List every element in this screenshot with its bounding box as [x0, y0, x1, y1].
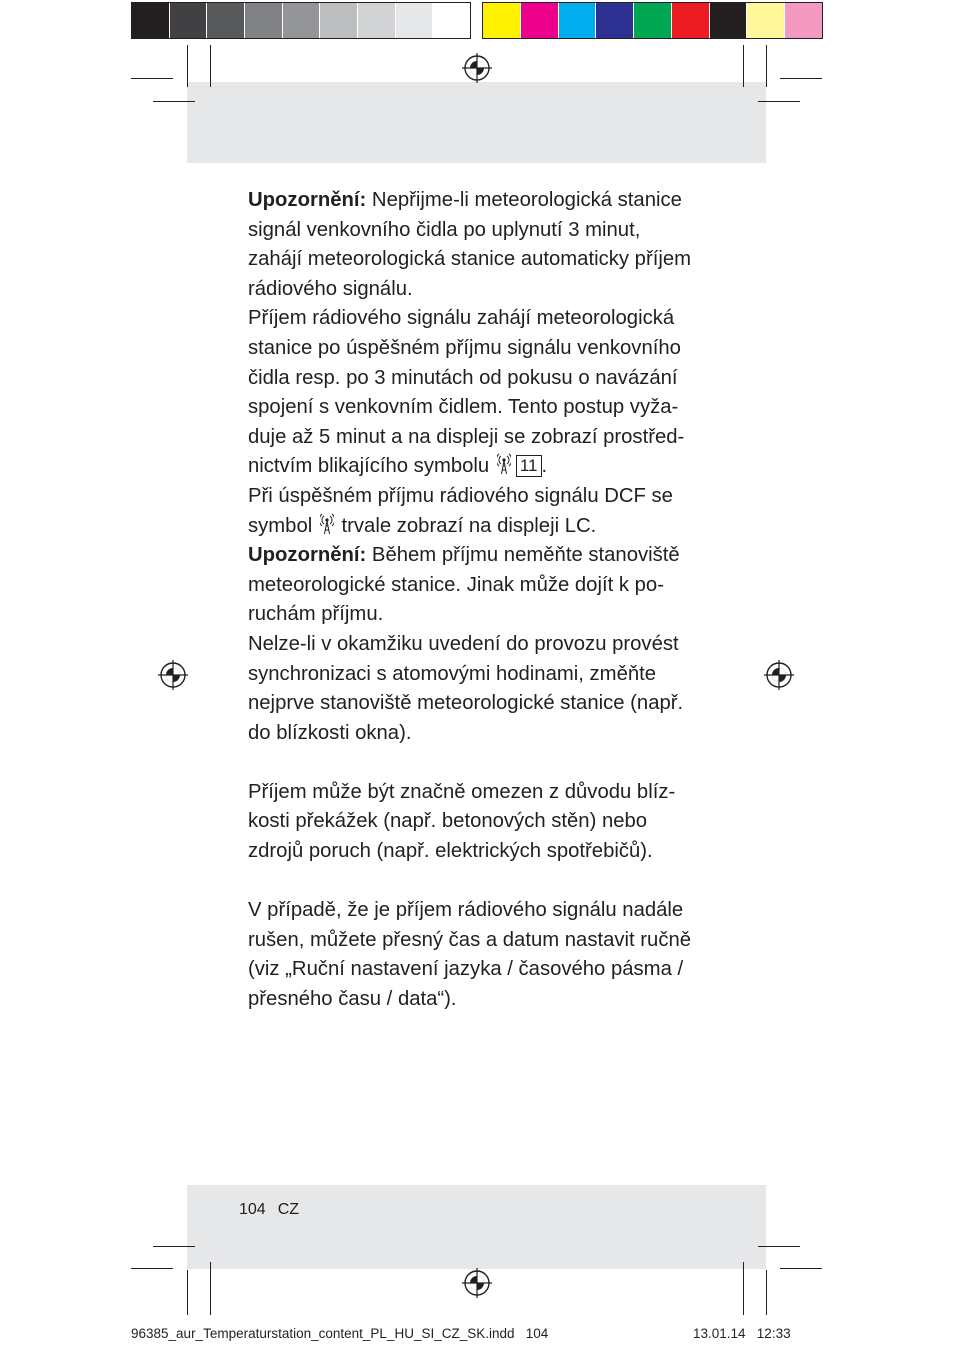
crop-mark — [743, 45, 744, 87]
text-span: trvale zobrazí na displeji LC. — [341, 514, 597, 537]
text-line: meteorologické stanice. Jinak může dojít k po- — [248, 573, 664, 596]
text-span: . — [541, 455, 548, 478]
swatch — [358, 3, 396, 38]
text-line: V případě, že je příjem rádiového signálu nadále — [248, 899, 684, 922]
reference-number-box: 11 — [516, 455, 542, 477]
text-line: rušen, můžete přesný čas a datum nastavit ručně — [248, 928, 692, 951]
swatch — [170, 3, 208, 38]
crop-mark — [131, 1268, 173, 1269]
paragraph-gap — [248, 748, 718, 778]
text-span: symbol — [248, 514, 313, 537]
text-line: (viz „Ruční nastavení jazyka / časového pásma / — [248, 958, 684, 981]
language-code: CZ — [277, 1201, 300, 1218]
slug-date-time: 13.01.14 12:33 — [693, 1326, 791, 1341]
swatch — [320, 3, 358, 38]
text-line: stanice po úspěšném příjmu signálu venkovního — [248, 336, 681, 359]
swatch — [483, 3, 521, 38]
swatch — [634, 3, 672, 38]
note-label: Upozornění: — [248, 189, 367, 211]
text-line: rádiového signálu. — [248, 277, 413, 300]
text-line: zdrojů poruch (např. elektrických spotřebičů). — [248, 840, 653, 863]
text-span: Nepřijme-li meteorologická stanice — [366, 189, 682, 211]
text-line: do blízkosti okna). — [248, 721, 412, 744]
text-line: zahájí meteorologická stanice automaticky příjem — [248, 248, 692, 271]
swatch — [559, 3, 597, 38]
swatch — [132, 3, 170, 38]
swatch — [672, 3, 710, 38]
crop-mark — [187, 1270, 188, 1315]
text-line: duje až 5 minut a na displeji se zobrazí prostřed- — [248, 425, 685, 448]
registration-mark-icon — [764, 660, 794, 690]
swatch — [596, 3, 634, 38]
header-band — [187, 82, 766, 163]
process-color-bar — [482, 2, 823, 39]
text-line: čidla resp. po 3 minutách od pokusu o navázání — [248, 366, 678, 389]
text-span: nictvím blikajícího symbolu — [248, 455, 490, 478]
crop-mark — [766, 45, 767, 87]
crop-mark — [758, 101, 800, 102]
swatch — [396, 3, 434, 38]
crop-mark — [187, 45, 188, 87]
registration-mark-icon — [462, 1268, 492, 1298]
page-number: 104 — [239, 1201, 266, 1218]
crop-mark — [153, 1246, 195, 1247]
text-line: kosti překážek (např. betonových stěn) nebo — [248, 810, 648, 833]
text-span: Během příjmu neměňte stanoviště — [366, 544, 680, 567]
crop-mark — [780, 78, 822, 79]
registration-mark-icon — [462, 53, 492, 83]
swatch — [521, 3, 559, 38]
crop-mark — [780, 1268, 822, 1269]
swatch — [245, 3, 283, 38]
swatch — [433, 3, 470, 38]
text-line: synchronizaci s atomovými hodinami, změňte — [248, 662, 657, 685]
text-line: Nelze-li v okamžiku uvedení do provozu provést — [248, 632, 679, 655]
crop-mark — [766, 1270, 767, 1315]
text-line: přesného času / data“). — [248, 988, 457, 1011]
slug-filename: 96385_aur_Temperaturstation_content_PL_HU_SI_CZ_SK.indd 104 — [131, 1326, 549, 1341]
body-text — [248, 186, 718, 1015]
text-line — [248, 541, 718, 571]
swatch — [747, 3, 785, 38]
crop-mark — [758, 1246, 800, 1247]
text-line: signál venkovního čidla po uplynutí 3 minut, — [248, 218, 641, 241]
footer-band — [187, 1185, 766, 1269]
text-line: ruchám příjmu. — [248, 603, 384, 626]
text-line: spojení s venkovním čidlem. Tento postup vyža- — [248, 396, 679, 419]
note-label: Upozornění: — [248, 544, 367, 567]
registration-mark-icon — [158, 660, 188, 690]
swatch — [785, 3, 822, 38]
text-line — [248, 512, 718, 542]
crop-mark — [131, 78, 173, 79]
grayscale-color-bar — [131, 2, 471, 39]
crop-mark — [743, 1262, 744, 1315]
text-line — [248, 452, 718, 482]
antenna-signal-icon — [497, 453, 511, 475]
text-line: Příjem může být značně omezen z důvodu blíz- — [248, 780, 676, 803]
antenna-signal-icon — [320, 513, 334, 535]
text-line: Příjem rádiového signálu zahájí meteorologická — [248, 307, 675, 330]
swatch — [207, 3, 245, 38]
crop-mark — [210, 45, 211, 87]
swatch — [283, 3, 321, 38]
page-footer — [239, 1201, 311, 1219]
text-line: nejprve stanoviště meteorologické stanice (např. — [248, 692, 684, 715]
swatch — [710, 3, 748, 38]
crop-mark — [210, 1262, 211, 1315]
paragraph-gap — [248, 867, 718, 897]
text-line: Při úspěšném příjmu rádiového signálu DCF se — [248, 484, 673, 507]
crop-mark — [153, 101, 195, 102]
text-line — [248, 186, 718, 216]
